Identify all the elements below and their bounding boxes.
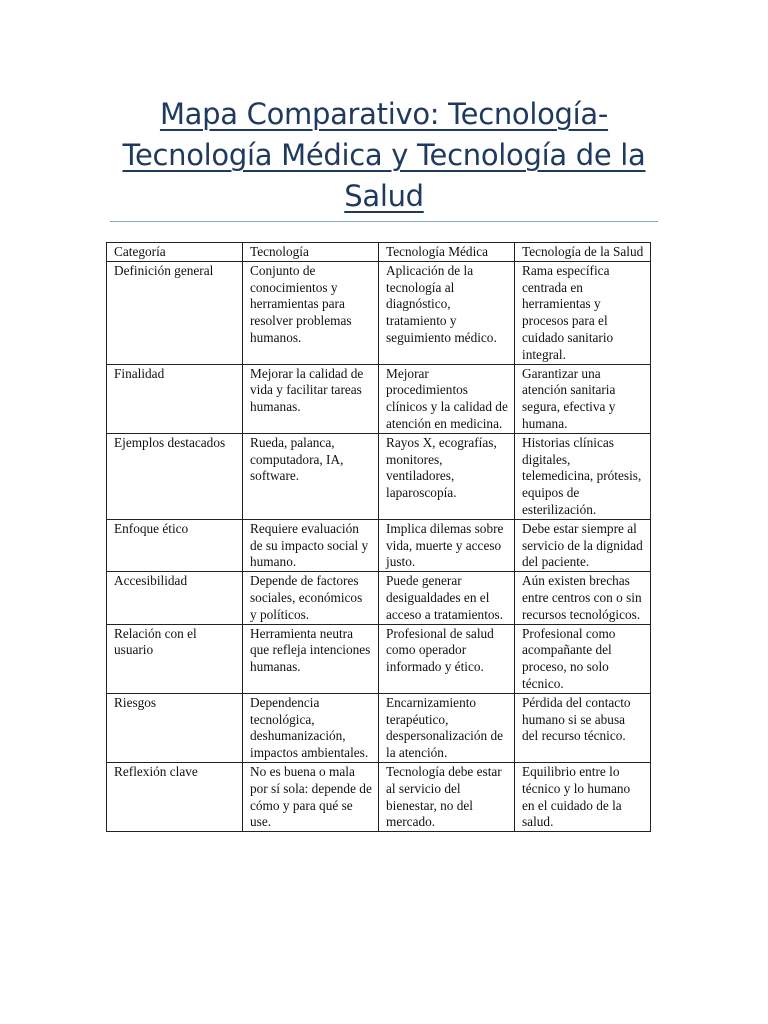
cell-tecnologia-medica: Rayos X, ecografías, monitores, ventiladores, laparoscopía. bbox=[379, 433, 515, 519]
cell-tecnologia-salud: Pérdida del contacto humano si se abusa del recurso técnico. bbox=[515, 693, 651, 762]
row-category: Definición general bbox=[107, 261, 243, 364]
table-row bbox=[107, 519, 651, 571]
cell-tecnologia: Depende de factores sociales, económicos y políticos. bbox=[243, 572, 379, 624]
header-cell-tecnologia-salud: Tecnología de la Salud bbox=[515, 243, 651, 262]
cell-tecnologia-salud: Aún existen brechas entre centros con o sin recursos tecnológicos. bbox=[515, 572, 651, 624]
cell-tecnologia-medica: Mejorar procedimientos clínicos y la calidad de atención en medicina. bbox=[379, 364, 515, 433]
row-category: Riesgos bbox=[107, 693, 243, 762]
cell-tecnologia-salud: Historias clínicas digitales, telemedicina, prótesis, equipos de esterilización. bbox=[515, 433, 651, 519]
table-row bbox=[107, 364, 651, 433]
cell-tecnologia-salud: Profesional como acompañante del proceso, no solo técnico. bbox=[515, 624, 651, 693]
cell-tecnologia: Conjunto de conocimientos y herramientas para resolver problemas humanos. bbox=[243, 261, 379, 364]
cell-tecnologia-medica: Puede generar desigualdades en el acceso a tratamientos. bbox=[379, 572, 515, 624]
cell-tecnologia-medica: Tecnología debe estar al servicio del bienestar, no del mercado. bbox=[379, 762, 515, 831]
row-category: Relación con el usuario bbox=[107, 624, 243, 693]
cell-tecnologia-medica: Encarnizamiento terapéutico, despersonalización de la atención. bbox=[379, 693, 515, 762]
table-row bbox=[107, 762, 651, 831]
row-category: Ejemplos destacados bbox=[107, 433, 243, 519]
table-row bbox=[107, 572, 651, 624]
table-row bbox=[107, 261, 651, 364]
cell-tecnologia-salud: Equilibrio entre lo técnico y lo humano en el cuidado de la salud. bbox=[515, 762, 651, 831]
table-row bbox=[107, 693, 651, 762]
row-category: Enfoque ético bbox=[107, 519, 243, 571]
cell-tecnologia: No es buena o mala por sí sola: depende de cómo y para qué se use. bbox=[243, 762, 379, 831]
table-row bbox=[107, 624, 651, 693]
cell-tecnologia-medica: Profesional de salud como operador informado y ético. bbox=[379, 624, 515, 693]
header-cell-tecnologia: Tecnología bbox=[243, 243, 379, 262]
document-title bbox=[110, 94, 658, 217]
header-cell-categoria: Categoría bbox=[107, 243, 243, 262]
row-category: Reflexión clave bbox=[107, 762, 243, 831]
header-cell-tecnologia-medica: Tecnología Médica bbox=[379, 243, 515, 262]
cell-tecnologia: Rueda, palanca, computadora, IA, software. bbox=[243, 433, 379, 519]
cell-tecnologia: Mejorar la calidad de vida y facilitar tareas humanas. bbox=[243, 364, 379, 433]
cell-tecnologia-salud: Garantizar una atención sanitaria segura, efectiva y humana. bbox=[515, 364, 651, 433]
cell-tecnologia: Requiere evaluación de su impacto social y humano. bbox=[243, 519, 379, 571]
row-category: Accesibilidad bbox=[107, 572, 243, 624]
cell-tecnologia-medica: Aplicación de la tecnología al diagnóstico, tratamiento y seguimiento médico. bbox=[379, 261, 515, 364]
title-line-3: Salud bbox=[344, 179, 424, 213]
row-category: Finalidad bbox=[107, 364, 243, 433]
cell-tecnologia-salud: Debe estar siempre al servicio de la dignidad del paciente. bbox=[515, 519, 651, 571]
table-header-row bbox=[107, 243, 651, 262]
cell-tecnologia: Dependencia tecnológica, deshumanización, impactos ambientales. bbox=[243, 693, 379, 762]
title-line-2: Tecnología Médica y Tecnología de la bbox=[122, 138, 646, 172]
cell-tecnologia: Herramienta neutra que refleja intenciones humanas. bbox=[243, 624, 379, 693]
comparison-table bbox=[106, 242, 651, 832]
cell-tecnologia-medica: Implica dilemas sobre vida, muerte y acceso justo. bbox=[379, 519, 515, 571]
cell-tecnologia-salud: Rama específica centrada en herramientas y procesos para el cuidado sanitario integral. bbox=[515, 261, 651, 364]
table-row bbox=[107, 433, 651, 519]
title-line-1: Mapa Comparativo: Tecnología- bbox=[159, 97, 609, 131]
title-divider bbox=[110, 221, 658, 222]
